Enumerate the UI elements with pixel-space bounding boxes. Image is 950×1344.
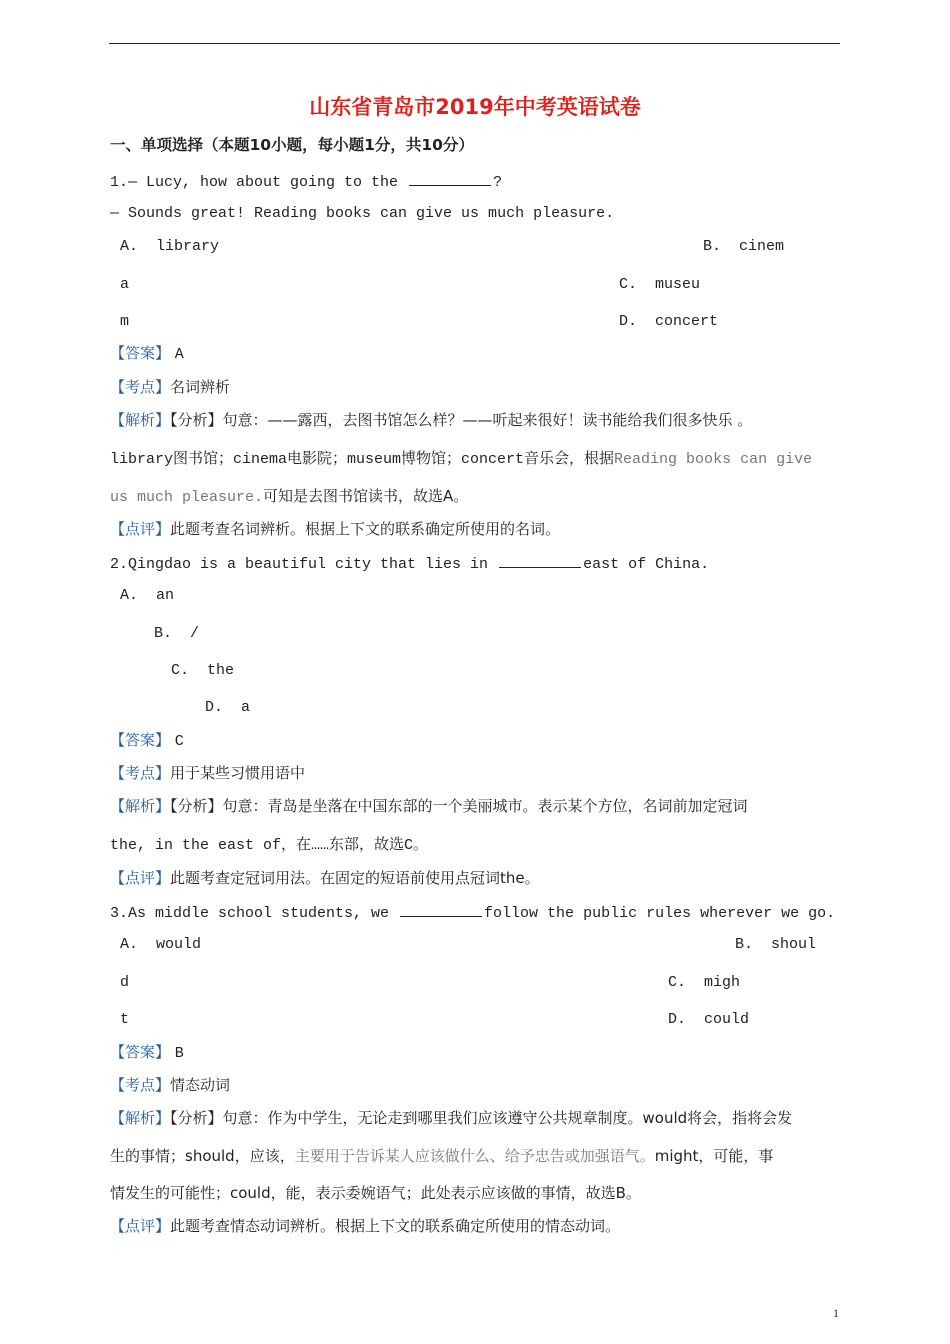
q2-option-b: B. / [154,625,200,642]
q2-analysis-line2: the, in the east of，在……东部，故选C。 [110,837,429,854]
q1-answer: 【答案】 A [110,344,184,363]
q3-option-c: C. migh [668,974,741,991]
q1-comment: 【点评】此题考查名词辨析。根据上下文的联系确定所使用的名词。 [110,520,561,538]
q2-option-c: C. the [171,662,235,679]
q1-stem: 1.— Lucy, how about going to the ? [110,174,503,191]
q3-point: 【考点】情态动词 [110,1076,231,1094]
q3-option-c-wrap: t [120,1011,130,1028]
q1-option-a: A. library [120,238,220,255]
document-title: 山东省青岛市2019年中考英语试卷 [309,95,641,119]
q3-blank [400,904,482,917]
q1-option-b: B. cinem [703,238,785,255]
q2-option-a: A. an [120,587,175,604]
q1-analysis-line1: 【解析】【分析】句意：——露西，去图书馆怎么样？——听起来很好！读书能给我们很多快乐 。 [110,411,753,429]
q2-option-d: D. a [205,699,251,716]
q2-stem: 2.Qingdao is a beautiful city that lies in east of China. [110,556,710,573]
q3-option-d: D. could [668,1011,750,1028]
q3-option-b: B. shoul [735,936,817,953]
q1-analysis-line3: us much pleasure.可知是去图书馆读书，故选A。 [110,487,469,506]
q3-option-b-wrap: d [120,974,130,991]
q3-stem: 3.As middle school students, we follow the public rules wherever we go. [110,905,836,922]
q1-option-b-wrap: a [120,276,130,293]
q3-analysis-line2: 生的事情；should，应该，主要用于告诉某人应该做什么、给予忠告或加强语气。might，可能，事 [110,1147,774,1165]
q3-option-a: A. would [120,936,202,953]
header-rule [109,43,840,44]
q3-comment: 【点评】此题考查情态动词辨析。根据上下文的联系确定所使用的情态动词。 [110,1217,621,1235]
q1-analysis-line2: library图书馆；cinema电影院；museum博物馆；concert音乐会，根据Reading books can give [110,451,813,468]
q1-option-d: D. concert [619,313,719,330]
q2-analysis-line1: 【解析】【分析】句意：青岛是坐落在中国东部的一个美丽城市。表示某个方位，名词前加定冠词 [110,797,748,815]
page-number: 1 [833,1306,839,1320]
q3-analysis-line3: 情发生的可能性；could，能，表示委婉语气；此处表示应该做的事情，故选B。 [110,1184,641,1202]
q1-dialogue-line: — Sounds great! Reading books can give us much pleasure. [110,205,615,222]
section-heading: 一、单项选择（本题10小题，每小题1分，共10分） [110,136,474,154]
q1-point: 【考点】名词辨析 [110,378,231,396]
q2-comment: 【点评】此题考查定冠词用法。在固定的短语前使用点冠词the。 [110,869,540,887]
q2-point: 【考点】用于某些习惯用语中 [110,764,306,782]
q1-option-c-wrap: m [120,313,130,330]
q2-answer: 【答案】 C [110,731,184,750]
q1-option-c: C. museu [619,276,701,293]
q1-blank [409,173,491,186]
q3-answer: 【答案】 B [110,1043,184,1062]
q2-blank [499,555,581,568]
q3-analysis-line1: 【解析】【分析】句意：作为中学生，无论走到哪里我们应该遵守公共规章制度。would将会，指将会发 [110,1109,793,1127]
